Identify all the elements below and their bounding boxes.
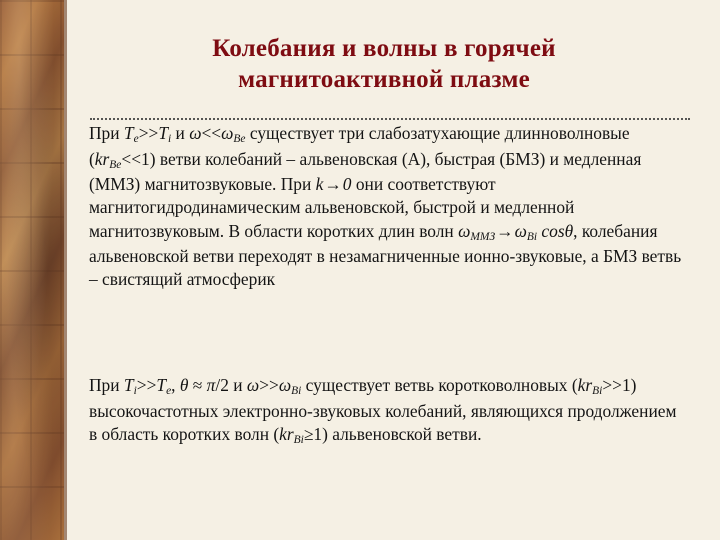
paragraph-two-text: При $T_i>>T_e$, θ ≈ π/2 и $\omega>>\omega_{Bi}$ существует ветвь коротковолновых $(kr_{Bi}>>1)$ высокочастотных электронно-звуковых колебаний, являющихся продолжением в область коротких волн $(kr_{Bi}\ge 1)$ альвеновской ветви. xyxy=(89,375,677,446)
paragraph-two xyxy=(89,374,689,448)
ornamental-wood-border xyxy=(0,0,64,540)
border-edge-line xyxy=(64,0,67,540)
paragraph-one xyxy=(89,122,689,292)
slide-content xyxy=(80,0,708,540)
title-line-2: магнитоактивной плазме xyxy=(238,65,530,93)
paragraph-one-text: При $T_e>>T_i$ и $\omega<<\omega_{Be}$ существует три слабозатухающие длинноволновые $(kr_{Be}<<1)$ ветви колебаний – альвеновская (А), быстрая (БМЗ) и медленная (ММЗ) магнитозвуковые. При k→0 они соответствуют магнитогидродинамическим альвеновской, быстрой и медленной магнитозвуковым. В области коротких длин волн $\omega_{ММЗ}\to\omega_{Bi}$ cosθ, колебания альвеновской ветви переходят в незамагниченные ионно-звуковые, а БМЗ ветвь – свистящий атмосферик xyxy=(89,123,682,290)
page-title xyxy=(80,0,708,95)
title-line-1: Колебания и волны в горячей xyxy=(212,35,556,62)
dotted-separator xyxy=(90,118,690,121)
